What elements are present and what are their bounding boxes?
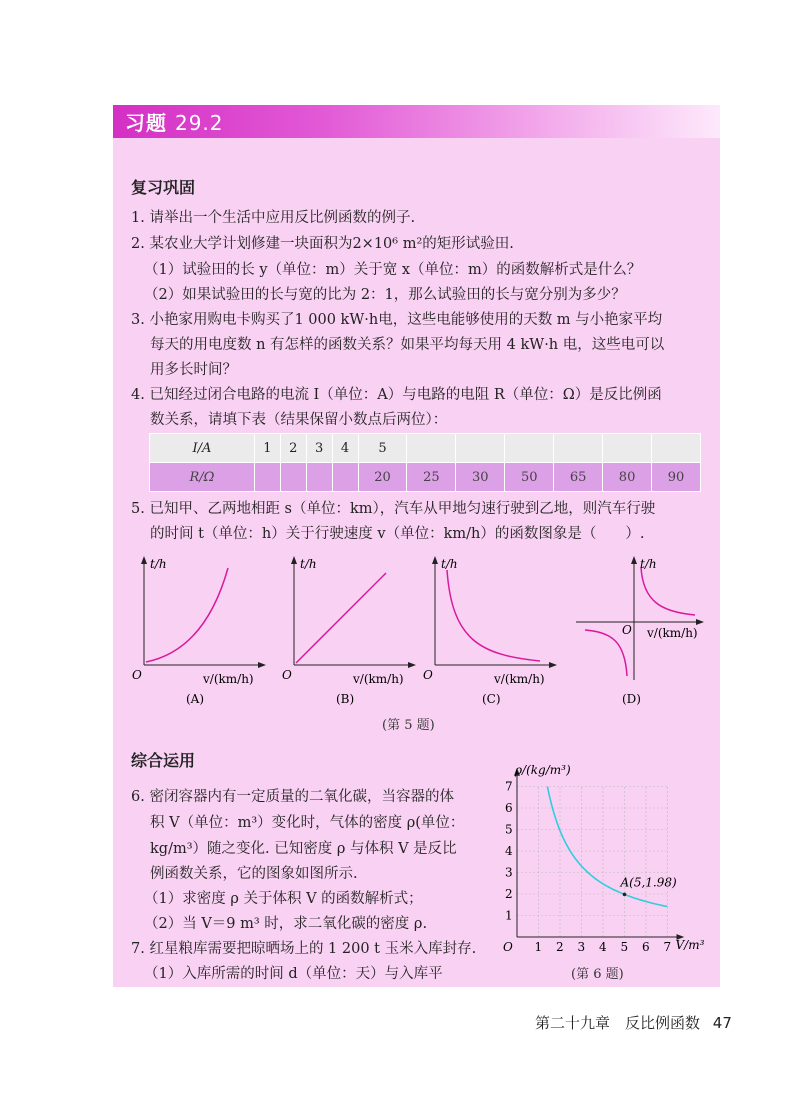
graph-d-ylabel: t/h [640,557,657,571]
question-4-line-1: 4. 已知经过闭合电路的电流 I（单位：A）与电路的电阻 R（单位：Ω）是反比例函 [131,387,662,403]
question-2-stem: 2. 某农业大学计划修建一块面积为2×10⁶ m²的矩形试验田. [131,236,514,252]
page-footer [535,1012,732,1033]
exercise-title-number: 29.2 [174,111,224,135]
graph-a-xlabel: v/(km/h) [203,672,254,686]
question-6-part-1: （1）求密度 ρ 关于体积 V 的函数解析式； [144,891,423,907]
table-cell: 20 [358,463,407,492]
question-6-line-3: kg/m³）随之变化. 已知密度 ρ 与体积 V 是反比 [150,841,457,857]
question-6-chart [495,760,705,960]
chart-x-tick-label: 3 [577,940,586,954]
question-2-part-2: （2）如果试验田的长与宽的比为 2：1，那么试验田的长与宽分别为多少？ [144,287,626,303]
chart-annotation-a: A(5,1.98) [620,875,677,890]
chart-y-tick-label: 7 [505,779,513,794]
graph-a [132,557,262,686]
graph-d-origin: O [622,623,632,637]
chart-x-tick-label: 6 [642,940,650,954]
chart-x-tick-label: 1 [534,940,543,954]
section-review-heading: 复习巩固 [131,178,196,197]
table-cell: 30 [456,463,505,492]
chart-y-tick-label: 2 [505,887,513,901]
graph-a-curve [146,568,228,662]
table-cell: 4 [332,434,358,463]
graph-b-ylabel: t/h [300,557,317,571]
graph-b [282,557,412,686]
question-1: 1. 请举出一个生活中应用反比例函数的例子. [131,210,416,226]
question-3-line-1: 3. 小艳家用购电卡购买了1 000 kW·h电，这些电能够使用的天数 m 与小艳家平均 [131,312,663,328]
graph-d-curve-upper [641,567,695,615]
chart-x-tick-label: 4 [599,940,607,954]
question-6-part-2: （2）当 V＝9 m³ 时，求二氧化碳的密度 ρ. [144,916,428,932]
table-header-current: I/A [150,434,255,463]
chart-origin: O [503,940,513,954]
table-cell: 25 [407,463,456,492]
table-cell: 2 [280,434,306,463]
question-5-line-1: 5. 已知甲、乙两地相距 s（单位：km），汽车从甲地匀速行驶到乙地，则汽车行驶 [131,501,656,517]
chart-y-label: ρ/(kg/m³) [515,763,571,777]
question-5-caption: (第 5 题) [382,718,435,733]
question-3-line-2: 每天的用电度数 n 有怎样的函数关系？如果平均每天用 4 kW·h 电，这些电可以 [150,337,665,353]
graph-b-xlabel: v/(km/h) [353,672,404,686]
graph-c-xlabel: v/(km/h) [494,672,545,686]
graph-d-curve-lower [585,630,627,676]
question-6-line-1: 6. 密闭容器内有一定质量的二氧化碳，当容器的体 [131,789,454,805]
graph-b-line [296,573,386,663]
question-7-line-1: 7. 红星粮库需要把晾晒场上的 1 200 t 玉米入库封存. [131,941,477,957]
question-6-line-4: 例函数关系，它的图象如图所示. [150,866,358,882]
graph-a-origin: O [132,668,142,682]
question-7-part-1: （1）入库所需的时间 d（单位：天）与入库平 [144,966,443,982]
graph-b-label: (B) [336,692,355,706]
graph-c-origin: O [423,668,433,682]
table-cell: 90 [652,463,701,492]
chart-x-tick-label: 2 [556,940,564,954]
chart-x-label: V/m³ [675,938,705,952]
graph-d-label: (D) [622,692,641,706]
graph-d [576,557,700,680]
graph-c-label: (C) [482,692,501,706]
chart-y-tick-label: 1 [505,908,513,923]
section-apply-heading: 综合运用 [131,751,196,770]
question-4-line-2: 数关系，请填下表（结果保留小数点后两位）： [150,412,448,428]
table-cell: 1 [255,434,281,463]
question-6-line-2: 积 V（单位：m³）变化时，气体的密度 ρ(单位： [150,815,465,831]
chart-y-tick-label: 5 [505,822,513,837]
chart-y-tick-label: 4 [505,844,513,858]
page-number: 47 [712,1014,732,1032]
graph-c-curve [447,570,540,661]
question-5-line-2: 的时间 t（单位：h）关于行驶速度 v（单位：km/h）的函数图象是（ ）. [150,526,645,542]
chart-y-tick-label: 6 [505,801,513,815]
table-cell: 3 [306,434,332,463]
table-cell: 65 [554,463,603,492]
table-cell: 50 [505,463,554,492]
chart-point-a [623,893,627,897]
question-2-part-1: （1）试验田的长 y（单位：m）关于宽 x（单位：m）的函数解析式是什么？ [144,262,642,278]
chart-y-tick-label: 3 [505,865,513,880]
table-cell: 5 [358,434,407,463]
table-header-resistance: R/Ω [150,463,255,492]
chart-gridlines [517,787,668,938]
graph-c-ylabel: t/h [441,557,458,571]
graph-d-xlabel: v/(km/h) [647,626,698,640]
graph-a-label: (A) [186,692,205,706]
question-3-line-3: 用多长时间？ [150,362,237,378]
graph-b-origin: O [282,668,292,682]
chart-x-tick-label: 7 [663,940,672,954]
question-6-caption: (第 6 题) [571,967,624,982]
table-cell: 80 [603,463,652,492]
graph-a-ylabel: t/h [150,557,167,571]
footer-chapter: 第二十九章 反比例函数 [535,1014,701,1032]
chart-x-tick-label: 5 [620,940,629,954]
graph-c [423,557,553,686]
exercise-title-label: 习题 [125,111,167,135]
